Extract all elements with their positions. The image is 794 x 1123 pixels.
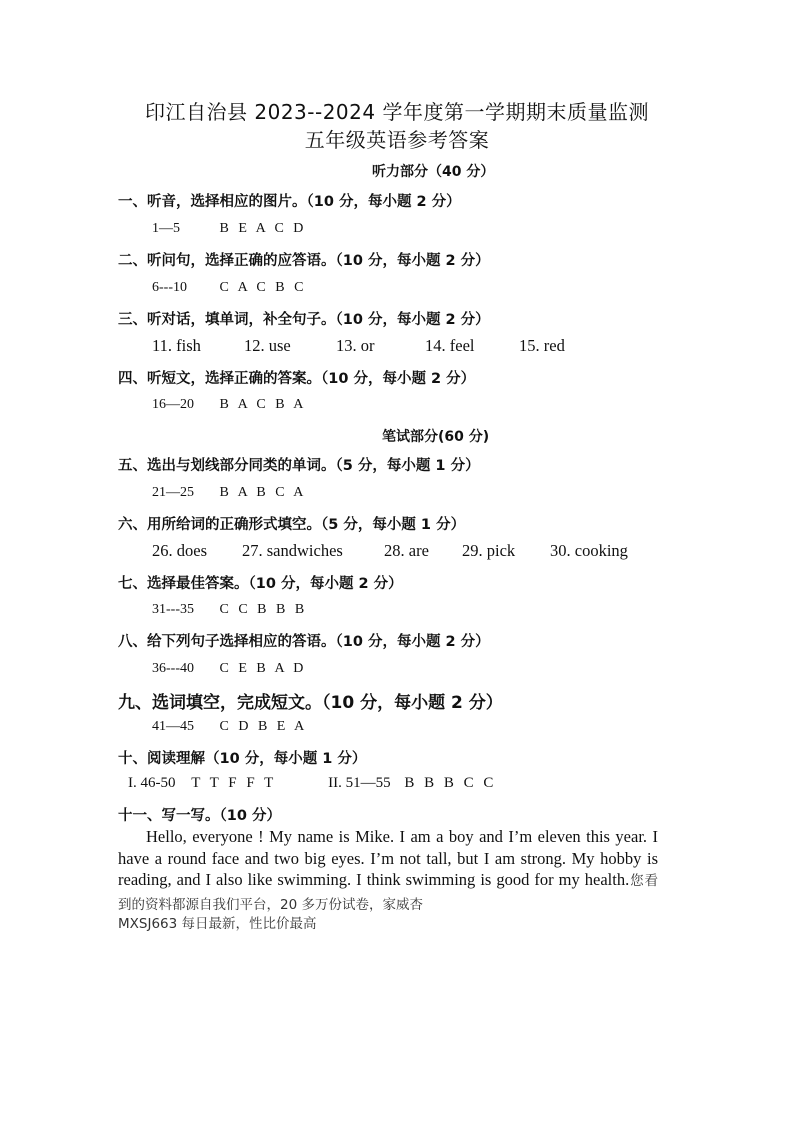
- section-1-heading: 一、听音，选择相应的图片。（10 分，每小题 2 分）: [118, 194, 461, 210]
- answer-word: 12. use: [244, 336, 291, 355]
- section-9-heading: 九、选词填空，完成短文。（10 分，每小题 2 分）: [118, 693, 503, 713]
- answer-letters: C A C B C: [219, 280, 307, 295]
- answer-word: 30. cooking: [550, 541, 628, 560]
- answer-letters: C D B E A: [219, 719, 308, 734]
- question-range: 16—20: [152, 397, 194, 412]
- essay-text: Hello, everyone ! My name is Mike. I am a boy and I’m eleven this year. I have a round face and two big eyes. I’m not tall, but I am strong. My hobby is reading, and I also like swimming. I think swimming is good for my health.: [118, 827, 658, 889]
- section-10-heading: 十、阅读理解（10 分，每小题 1 分）: [118, 751, 367, 767]
- answer-word: 28. are: [384, 541, 429, 560]
- section-8-heading: 八、给下列句子选择相应的答语。（10 分，每小题 2 分）: [118, 634, 490, 650]
- section-5-heading: 五、选出与划线部分同类的单词。（5 分，每小题 1 分）: [118, 458, 480, 474]
- written-part-label: 笔试部分(60 分): [382, 429, 490, 445]
- section-1-answers: [152, 221, 306, 237]
- answer-letters: B A B C A: [219, 485, 307, 500]
- question-range: 6---10: [152, 280, 187, 295]
- section-7-answers: [152, 602, 307, 618]
- reading-part-1-range: I. 46-50: [128, 775, 176, 791]
- answer-word: 26. does: [152, 541, 207, 560]
- section-2-heading: 二、听问句，选择正确的应答语。（10 分，每小题 2 分）: [118, 253, 490, 269]
- sample-essay: [118, 826, 658, 916]
- answer-word: 13. or: [336, 336, 375, 355]
- answer-word: 29. pick: [462, 541, 516, 560]
- section-3-heading: 三、听对话，填单词，补全句子。（10 分，每小题 2 分）: [118, 312, 490, 328]
- question-range: 1—5: [152, 221, 180, 236]
- question-range: 21—25: [152, 485, 194, 500]
- answer-letters: C E B A D: [219, 661, 307, 676]
- section-8-answers: [152, 661, 306, 677]
- section-10-answers: [128, 775, 496, 792]
- answer-word: 27. sandwiches: [242, 541, 343, 560]
- reading-part-1-answers: T T F F T: [191, 775, 277, 791]
- document-subtitle: 五年级英语参考答案: [304, 128, 490, 152]
- question-range: 31---35: [152, 602, 194, 617]
- promo-note: 您看到的资料都源自我们平台，20 多万份试卷，家威杏: [118, 873, 658, 913]
- section-11-heading: 十一、写一写。（10 分）: [118, 808, 281, 824]
- section-4-heading: 四、听短文，选择正确的答案。（10 分，每小题 2 分）: [118, 371, 476, 387]
- section-7-heading: 七、选择最佳答案。（10 分，每小题 2 分）: [118, 576, 403, 592]
- document-title: 印江自治县 2023--2024 学年度第一学期期末质量监测: [145, 100, 649, 124]
- section-4-answers: [152, 397, 306, 413]
- question-range: 36---40: [152, 661, 194, 676]
- reading-part-2-answers: B B B C C: [404, 775, 497, 791]
- answer-word: 15. red: [519, 336, 565, 355]
- listening-part-label: 听力部分（40 分）: [372, 164, 495, 180]
- section-2-answers: [152, 280, 306, 296]
- answer-word: 14. feel: [425, 336, 475, 355]
- answer-letters: B A C B A: [219, 397, 307, 412]
- promo-note-line-2: MXSJ663 每日最新，性比价最高: [118, 916, 317, 932]
- section-5-answers: [152, 485, 306, 501]
- section-9-answers: [152, 719, 307, 735]
- answer-letters: C C B B B: [219, 602, 308, 617]
- section-6-heading: 六、用所给词的正确形式填空。（5 分，每小题 1 分）: [118, 517, 466, 533]
- reading-part-2-range: II. 51—55: [328, 775, 391, 791]
- question-range: 41—45: [152, 719, 194, 734]
- answer-letters: B E A C D: [219, 221, 307, 236]
- answer-word: 11. fish: [152, 336, 201, 355]
